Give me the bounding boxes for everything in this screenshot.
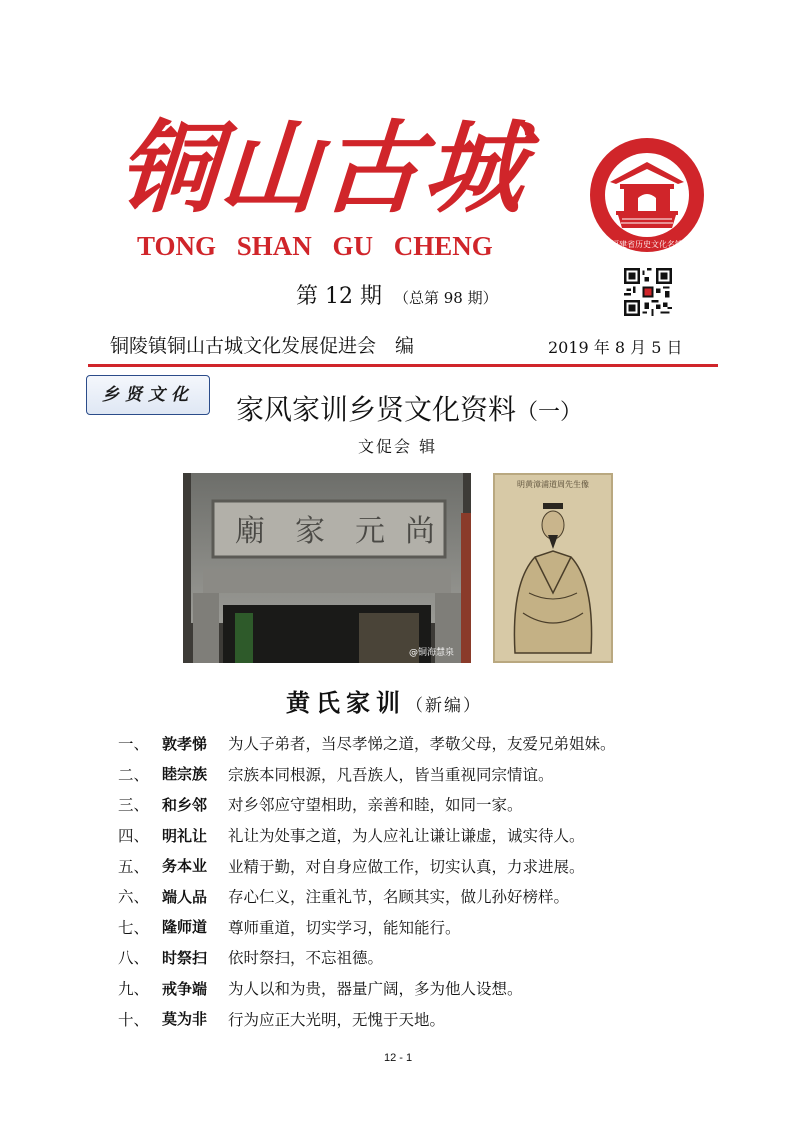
list-item [118,789,718,820]
seal-logo [588,136,706,254]
item-keyword: 时祭扫 [162,948,208,967]
item-keyword: 端人品 [162,887,208,906]
item-number: 四、 [118,827,150,846]
list-item [118,881,718,912]
list-item [118,850,718,881]
svg-text:尚: 尚 [405,514,435,549]
masthead-pinyin: TONG SHAN GU CHENG [137,231,493,261]
publication-date: 2019 年 8 月 5 日 [548,338,683,357]
list-item [118,973,718,1004]
item-keyword: 敦孝悌 [162,734,208,753]
item-number: 七、 [118,918,150,937]
section-title [286,686,482,723]
item-number: 一、 [118,735,150,754]
item-text: 依时祭扫，不忘祖德。 [228,949,384,968]
publisher: 铜陵镇铜山古城文化发展促进会 编 [110,335,415,357]
header-divider [88,364,718,367]
portrait-caption: 明黄漳浦道周先生像 [517,480,589,489]
item-keyword: 明礼让 [162,826,208,845]
issue-number [296,280,498,314]
qr-code[interactable] [624,268,672,316]
portrait-painting [493,473,613,663]
page-number: 12 - 1 [384,1052,413,1064]
photo-watermark: @铜海慧泉 [409,648,455,658]
item-number: 二、 [118,765,150,784]
masthead-title: 铜山古城 [113,109,531,227]
item-text: 为人子弟者，当尽孝悌之道，孝敬父母，友爱兄弟姐妹。 [228,735,616,754]
svg-text:元: 元 [355,514,385,549]
issue-total: （总第 98 期） [393,289,498,307]
item-text: 礼让为处事之道，为人应礼让谦让谦虚，诚实待人。 [228,827,585,846]
seal-text: 福建省历史文化名镇 [611,240,683,249]
list-item [118,820,718,851]
item-number: 十、 [118,1010,150,1029]
item-text: 尊师重道，切实学习，能知能行。 [228,918,461,937]
item-number: 五、 [118,857,150,876]
list-item [118,912,718,943]
ancestral-hall-gate-photo [183,473,471,663]
svg-text:廟: 廟 [235,514,265,549]
item-number: 三、 [118,796,150,815]
article-title-text: 家风家训乡贤文化资料 [236,393,517,426]
column-tag: 乡贤文化 [86,375,210,415]
item-number: 六、 [118,888,150,907]
issue-label: 第 12 期 [296,284,382,309]
item-keyword: 睦宗族 [162,765,208,784]
item-keyword: 隆师道 [162,918,208,937]
svg-text:家: 家 [295,514,325,549]
list-item [118,1003,718,1034]
item-text: 为人以和为贵，器量广阔，多为他人设想。 [228,980,523,999]
list-item [118,942,718,973]
article-title-suffix: （一） [516,400,583,425]
precept-list [118,728,718,1034]
item-keyword: 务本业 [162,857,208,876]
item-text: 行为应正大光明，无愧于天地。 [228,1010,446,1029]
byline: 文促会 辑 [358,437,438,456]
item-number: 八、 [118,949,150,968]
section-title-text: 黄氏家训 [286,688,406,717]
item-text: 宗族本同根源，凡吾族人，皆当重视同宗情谊。 [228,765,554,784]
article-title [236,390,582,433]
list-item [118,728,718,759]
item-text: 业精于勤，对自身应做工作，切实认真，力求进展。 [228,857,585,876]
item-number: 九、 [118,980,150,999]
item-keyword: 和乡邻 [162,795,208,814]
section-subtitle: （新编） [406,696,482,716]
item-text: 存心仁义，注重礼节，名顾其实，做儿孙好榜样。 [228,888,570,907]
item-keyword: 戒争端 [162,979,208,998]
list-item [118,759,718,790]
item-text: 对乡邻应守望相助，亲善和睦，如同一家。 [228,796,523,815]
item-keyword: 莫为非 [162,1010,208,1029]
